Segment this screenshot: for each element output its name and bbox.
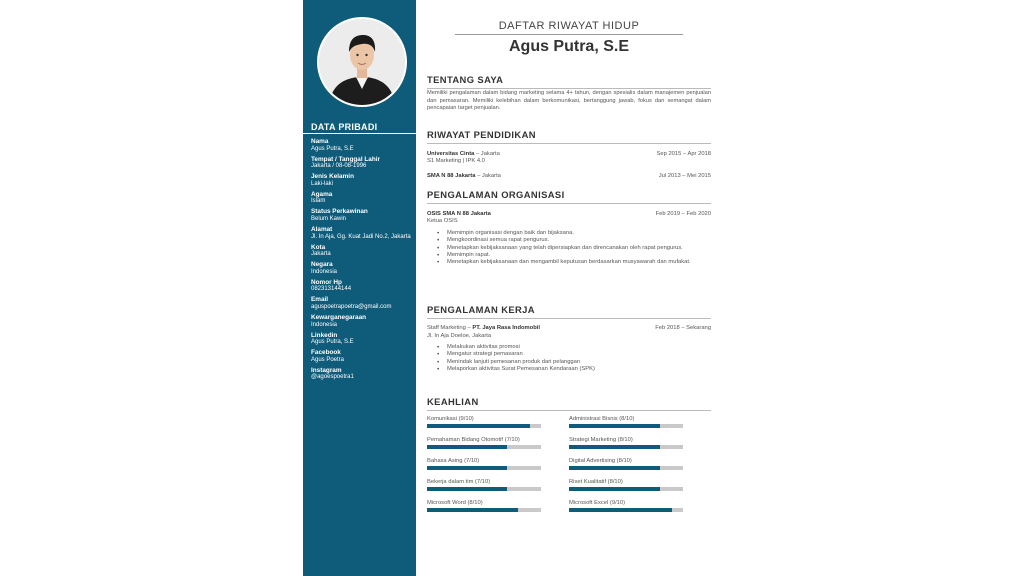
personal-data-value: Indonesia <box>311 321 338 328</box>
personal-data-item <box>311 226 413 241</box>
personal-data-label: Alamat <box>311 225 333 233</box>
about-section-header <box>427 74 711 89</box>
section-title-work: PENGALAMAN KERJA <box>427 304 535 315</box>
skill-bar-fill <box>427 445 507 449</box>
personal-data-item <box>311 367 413 382</box>
skill-item <box>427 437 541 449</box>
work-section-header <box>427 304 711 319</box>
skill-bar-track <box>569 445 683 449</box>
person-avatar-icon <box>319 19 405 105</box>
skill-item <box>427 458 541 470</box>
skill-label: Strategi Marketing (8/10) <box>569 437 633 443</box>
personal-data-item <box>311 173 413 188</box>
company-address: Jl. In Aja Doeloe, Jakarta <box>427 333 492 339</box>
personal-data-value: Jl. In Aja, Gg. Kuat Jadi No.2, Jakarta <box>311 233 411 240</box>
bullet-item: • Memimpin rapat. <box>437 252 699 259</box>
skill-bar-fill <box>569 445 660 449</box>
skill-item <box>569 437 683 449</box>
skills-section-header <box>427 396 711 411</box>
skill-item <box>569 458 683 470</box>
profile-photo <box>317 17 407 107</box>
divider <box>427 143 711 144</box>
skill-bar-fill <box>427 466 507 470</box>
skill-label: Bekerja dalam tim (7/10) <box>427 479 491 485</box>
personal-data-label: Agama <box>311 190 333 198</box>
education-period: Sep 2015 – Apr 2018 <box>656 151 711 157</box>
organization-duties-list <box>437 230 699 266</box>
personal-data-value: Laki-laki <box>311 180 334 187</box>
personal-data-value: Jakarta / 08-08-1996 <box>311 163 367 170</box>
bullet-item: • Melakukan aktivitas promosi <box>437 344 699 351</box>
personal-data-label: Facebook <box>311 349 341 357</box>
organization-role: Ketua OSIS <box>427 218 458 224</box>
skill-item <box>427 479 541 491</box>
personal-data-value: @agoespoetra1 <box>311 374 354 381</box>
education-section-header <box>427 129 711 144</box>
personal-data-value: Jakarta <box>311 251 331 258</box>
section-title-skills: KEAHLIAN <box>427 396 479 407</box>
bullet-item: • Mengkoordinasi semua rapat pengurus. <box>437 237 699 244</box>
candidate-name: Agus Putra, S.E <box>508 38 630 55</box>
skill-item <box>569 479 683 491</box>
personal-data-title: DATA PRIBADI <box>311 122 378 132</box>
personal-data-label: Status Perkawinan <box>311 208 368 216</box>
personal-data-item <box>311 349 413 364</box>
section-title-organization: PENGALAMAN ORGANISASI <box>427 189 565 200</box>
personal-data-list <box>311 138 413 384</box>
personal-data-value: Agus Putra, S.E <box>311 145 354 152</box>
bullet-item: • Mengatur strategi pemasaran <box>437 351 699 358</box>
bullet-item: • Menetapkan kebijaksanaan dan mengambil keputusan berdasarkan musyawarah dan mufakat. <box>437 259 699 266</box>
personal-data-label: Instagram <box>311 366 342 374</box>
divider <box>427 203 711 204</box>
document-title: DAFTAR RIWAYAT HIDUP <box>498 20 640 32</box>
school-city: – Jakarta <box>474 151 500 157</box>
skill-bar-track <box>569 466 683 470</box>
skill-bar-fill <box>427 424 530 428</box>
personal-data-value: Islam <box>311 198 326 205</box>
section-title-education: RIWAYAT PENDIDIKAN <box>427 129 536 140</box>
skill-label: Administrasi Bisnis (8/10) <box>569 416 635 422</box>
skill-label: Riset Kualitatif (8/10) <box>569 479 623 485</box>
skill-bar-fill <box>569 487 660 491</box>
personal-data-label: Jenis Kelamin <box>311 173 354 181</box>
skill-bar-track <box>569 487 683 491</box>
bullet-item: • Melaporkan aktivitas Surat Pemesanan Kendaraan (SPK) <box>437 366 699 373</box>
skill-item <box>427 500 541 512</box>
organization-name: OSIS SMA N 88 Jakarta <box>427 211 491 217</box>
organization-period: Feb 2019 – Feb 2020 <box>655 211 711 217</box>
skill-bar-track <box>569 508 683 512</box>
skill-bar-fill <box>569 424 660 428</box>
school-city: – Jakarta <box>475 173 501 179</box>
personal-data-item <box>311 314 413 329</box>
skill-label: Bahasa Asing (7/10) <box>427 458 480 464</box>
personal-data-item <box>311 138 413 153</box>
skill-item <box>427 416 541 428</box>
personal-data-item <box>311 208 413 223</box>
personal-data-label: Negara <box>311 261 333 269</box>
personal-data-label: Nomor Hp <box>311 278 342 286</box>
personal-data-item <box>311 261 413 276</box>
company-name: PT. Jaya Rasa Indomobil <box>472 325 540 331</box>
personal-data-label: Email <box>311 296 329 304</box>
school-name: Universitas Cinta <box>427 151 475 157</box>
skill-label: Pemahaman Bidang Otomotif (7/10) <box>427 437 520 443</box>
personal-data-value: Indonesia <box>311 268 338 275</box>
bullet-item: • Menetapkan kebijaksanaan yang telah dipersiapkan dan direncanakan oleh rapat pengurus. <box>437 245 699 252</box>
divider <box>455 34 683 35</box>
work-period: Feb 2018 – Sekarang <box>655 325 711 331</box>
resume-page <box>303 0 719 576</box>
skill-bar-fill <box>569 508 672 512</box>
personal-data-value: Belum Kawin <box>311 215 347 222</box>
personal-data-label: Kota <box>311 243 326 251</box>
skill-bar-track <box>569 424 683 428</box>
personal-data-value: 082313144144 <box>311 286 352 293</box>
personal-data-item <box>311 191 413 206</box>
skill-label: Microsoft Word (8/10) <box>427 500 483 506</box>
skill-bar-track <box>427 424 541 428</box>
skill-item <box>569 416 683 428</box>
education-period: Jul 2013 – Mei 2015 <box>658 173 711 179</box>
personal-data-item <box>311 244 413 259</box>
skill-bar-track <box>427 445 541 449</box>
skill-bar-track <box>427 466 541 470</box>
section-title-about: TENTANG SAYA <box>427 74 504 85</box>
personal-data-item <box>311 332 413 347</box>
skill-bar-fill <box>569 466 660 470</box>
personal-data-label: Tempat / Tanggal Lahir <box>311 155 381 163</box>
personal-data-sidebar <box>303 0 416 576</box>
organization-section-header <box>427 189 711 204</box>
divider <box>427 318 711 319</box>
skill-bar-track <box>427 508 541 512</box>
personal-data-label: Linkedin <box>311 331 338 339</box>
skill-item <box>569 500 683 512</box>
job-position: Staff Marketing – <box>427 325 473 331</box>
personal-data-label: Nama <box>311 138 329 145</box>
skill-label: Digital Advertising (8/10) <box>569 458 632 464</box>
skill-bar-track <box>427 487 541 491</box>
bullet-item: • Menindak lanjuti pemesanan produk dari pelanggan <box>437 359 699 366</box>
personal-data-value: Agus Putra, S.E <box>311 339 354 346</box>
skill-label: Microsoft Excel (9/10) <box>569 500 626 506</box>
personal-data-value: aguspoetrapoetra@gmail.com <box>311 303 392 310</box>
divider <box>303 133 416 134</box>
work-duties-list <box>437 344 699 373</box>
school-name: SMA N 88 Jakarta <box>427 173 476 179</box>
skill-label: Komunikasi (9/10) <box>427 416 474 422</box>
personal-data-item <box>311 279 413 294</box>
personal-data-value: Agus Poetra <box>311 356 345 363</box>
bullet-item: • Memimpin organisasi dengan baik dan bijaksana. <box>437 230 699 237</box>
divider <box>427 88 711 89</box>
personal-data-item <box>311 296 413 311</box>
education-detail: S1 Marketing | IPK 4.0 <box>427 158 485 164</box>
skill-bar-fill <box>427 487 507 491</box>
divider <box>427 410 711 411</box>
personal-data-item <box>311 156 413 171</box>
skill-bar-fill <box>427 508 518 512</box>
about-text: Memiliki pengalaman dalam bidang marketing selama 4+ tahun, dengan spesialis dalam manajemen penjualan dan pemasaran. Memiliki kelebihan dalam berkomunikasi, bertanggung jawab, fokus dan semangat dalam pencapaian target penjualan. <box>427 90 711 112</box>
personal-data-label: Kewarganegaraan <box>311 313 367 321</box>
